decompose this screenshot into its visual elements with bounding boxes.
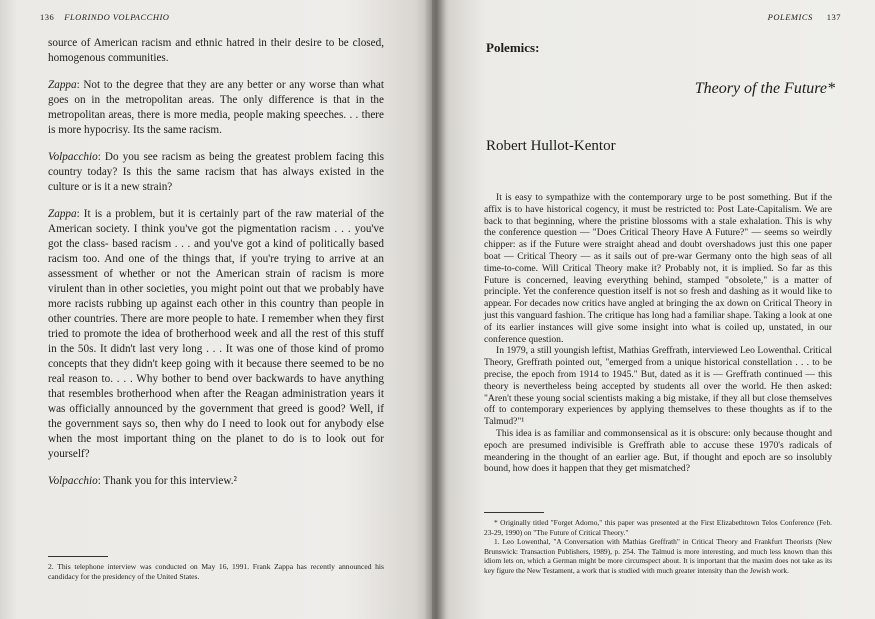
left-page-number: 136 (40, 12, 55, 22)
speaker-label: Volpacchio (48, 475, 98, 487)
speaker-label: Zappa (48, 79, 77, 91)
book-gutter-shadow (424, 0, 446, 619)
article-title: Theory of the Future* (694, 80, 835, 97)
left-paragraph: Zappa: It is a problem, but it is certainly part of the raw material of the American society. I think you've got the pigmentation racism . . . you've got the class- based racism . . . and you've got a kind of politically based racism too. And one of the things that, if you're trying to arrive at an assessment of whether or not the American strain of racism is more virulent than in other societies, you might point out that we probably have more racists rubbing up against each other in this country than people in other countries. There are more people to hate. I remember when they first tried to promote the idea of brotherhood week and all the rest of this stuff in the 50s. It didn't last very long . . . It was one of those kind of promo concepts that they didn't keep going with it because there seemed to be no real reason to. . . . Why bother to bend over backwards to have anything that resembles brotherhood when after the Reagan administration years it was officially announced by the government that greed is good? Well, if the government says so, then why do I need to look out for anybody else when the most important thing on the planet to do is to look out for yourself? (48, 208, 384, 460)
right-paragraph: In 1979, a still youngish leftist, Mathias Greffrath, interviewed Leo Lowenthal. Critical Theory, Greffrath pointed out, "emerged from a unique historical constellation . . . to be precise, the epoch from 1914 to 1945." But, dated as it is — Greffrath continued — this theory is nevertheless being accepted by students all over the world. He then asked: "Aren't these young social scientists making a big mistake, if they all but close themselves off to contemporary experiences by applying themselves to these thoughts as if to the Talmud?"¹ (484, 345, 832, 428)
left-paragraph: Volpacchio: Do you see racism as being the greatest problem facing this country today? Is this the same racism that has always existed in the culture or is it a new strain? (48, 151, 384, 193)
right-paragraph: This idea is as familiar and commonsensical as it is obscure: only because thought and epoch are presumed indivisible is Greffrath able to accuse these 1970's radicals of meandering in the thought of an earlier age. But, if thought and epoch are so insolubly bound, how does it happen that they get mismatched? (484, 427, 832, 475)
footnote-rule (484, 512, 544, 513)
left-paragraph: source of American racism and ethnic hatred in their desire to be closed, homogenous communities. (48, 37, 384, 64)
left-footnote (48, 556, 384, 582)
left-paragraph: Volpacchio: Thank you for this interview.² (48, 475, 237, 487)
right-page (432, 0, 875, 619)
right-footnote: * Originally titled "Forget Adorno," this paper was presented at the First Elizabethtown Telos Conference (Feb. 23-29, 1990) on "The Future of Critical Theory." (484, 518, 832, 537)
right-footnotes (484, 512, 832, 576)
right-body-text (484, 192, 832, 475)
left-body-text (48, 36, 384, 501)
article-author: Robert Hullot-Kentor (486, 138, 616, 154)
left-page (0, 0, 432, 619)
right-paragraph: It is easy to sympathize with the contemporary urge to be post something. But if the affix is to have historical cogency, it must be restricted to: Post Late-Capitalism. We are back to that beginning, where the pristine blossoms with a stale exhalation. This is why the conference question — "Does Critical Theory Have A Future?" — seems so weirdly chipper: as if the Future were straight ahead and doubt overshadows just this one paper boat — Critical Theory — as it sails out of pre-war Germany onto the high seas of all time-to-come. Will Critical Theory make it? Probably not, it is implied. So far as this Future is concerned, leaving everything behind, stamped "obsolete," is a matter of principle. Yet the conference question itself is not so fresh and dashing as it would like to appear. For decades now critics have angled at bringing the ax down on Critical Theory in just this vanguard fashion. The critique has long had a familiar shape. Taking a look at one of its earlier instances will give some insight into what is coiled up, unstated, in our conference question. (484, 192, 832, 345)
right-page-number: 137 (826, 12, 841, 22)
left-paragraph: Zappa: Not to the degree that they are any better or any worse than what goes on in the metropolitan areas. The only difference is that in the metropolitan areas, there is more media, people making speeches. . . there is more hypocrisy. Its the same racism. (48, 79, 384, 136)
left-footnote-text: 2. This telephone interview was conducted on May 16, 1991. Frank Zappa has recently announced his candidacy for the presidency of the United States. (48, 562, 384, 581)
left-running-head-title: FLORINDO VOLPACCHIO (64, 12, 170, 22)
left-running-head (40, 12, 169, 22)
footnote-rule (48, 556, 108, 557)
right-running-head (768, 12, 841, 22)
speaker-label: Volpacchio (48, 151, 98, 163)
right-running-head-title: POLEMICS (767, 12, 813, 22)
right-footnote: 1. Leo Lowenthal, "A Conversation with Mathias Greffrath" in Critical Theory and Frankfurt Theorists (New Brunswick: Transaction Publishers, 1989), p. 254. The Talmud is more interesting, and much less known than this idiom lets on, which a German might be more circumspect about. It is important that the maxim does not take as its key figure the New Testament, a work that is studied with much greater intensity than the Jewish work. (484, 537, 832, 575)
section-label: Polemics: (486, 40, 540, 55)
speaker-label: Zappa (48, 208, 77, 220)
